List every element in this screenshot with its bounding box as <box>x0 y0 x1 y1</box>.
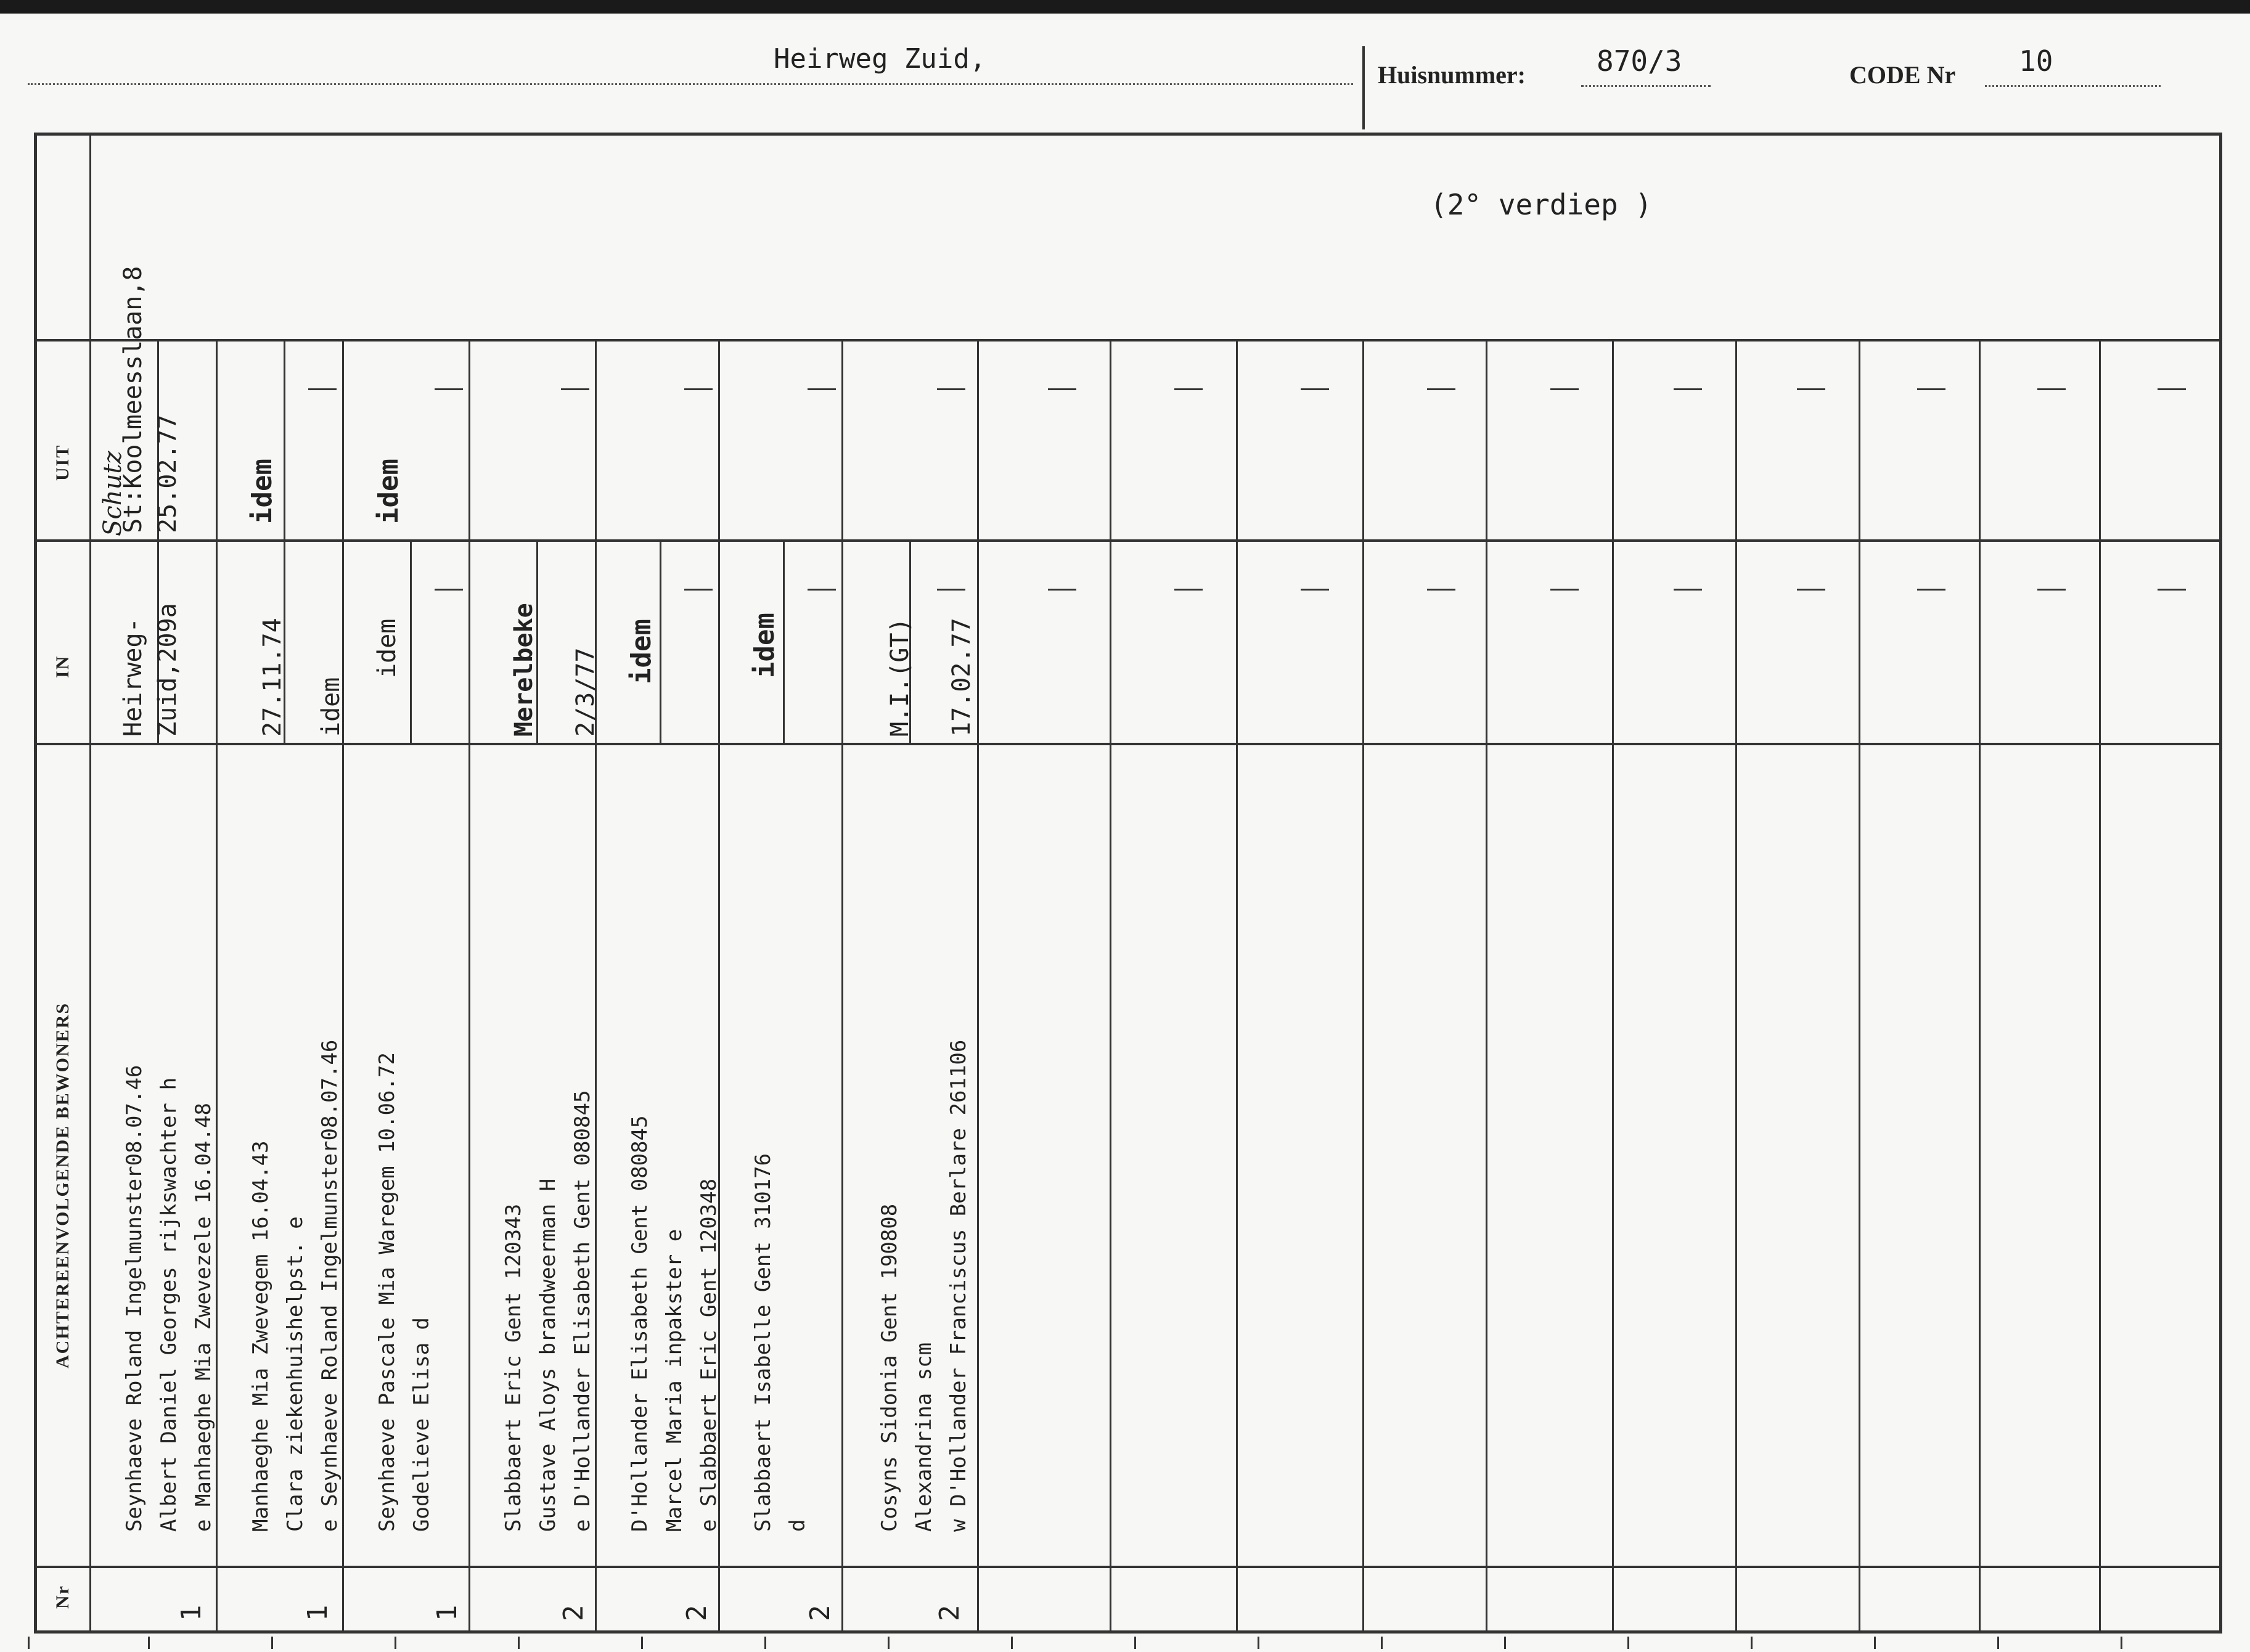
empty-dash <box>1174 589 1203 591</box>
empty-dash <box>2037 589 2066 591</box>
entry-1-uit: St:Koolmeesslaan,8 25.02.77 <box>119 266 182 533</box>
entry-4-in: Merelbeke 2/3/77 <box>510 603 600 737</box>
bottom-tick <box>1134 1637 1136 1649</box>
empty-dash <box>1917 589 1945 591</box>
entry-4-nr: 2 <box>558 1605 589 1621</box>
entry-2-nr: 1 <box>302 1605 333 1621</box>
bottom-tick <box>641 1637 643 1649</box>
in-column-label: IN <box>52 655 73 678</box>
col-sep <box>841 339 843 1634</box>
col-sep <box>1612 339 1614 1634</box>
empty-dash <box>1797 388 1825 390</box>
entry-3-in: idem <box>373 618 401 678</box>
col-sep <box>1362 339 1364 1634</box>
col-sep <box>1979 339 1981 1634</box>
entry-1-bewoners: Seynhaeve Roland Ingelmunster08.07.46 Albert Daniel Georges rijkswachter h e Manhaeghe Mia Zwevezele 16.04.48 <box>122 1065 216 1532</box>
huisnummer-label: Huisnummer: <box>1378 61 1526 89</box>
entry-1-nr: 1 <box>176 1605 207 1621</box>
bewoners-column-label: ACHTEREENVOLGENDE BEWONERS <box>52 1002 73 1368</box>
in-sub-divider <box>410 539 412 743</box>
empty-dash <box>1550 589 1579 591</box>
empty-dash <box>1174 388 1203 390</box>
street-name: Heirweg Zuid, <box>774 43 986 75</box>
entry-5-nr: 2 <box>681 1605 713 1621</box>
empty-dash <box>1301 388 1329 390</box>
code-label: CODE Nr <box>1849 61 1956 89</box>
empty-dash <box>1674 589 1702 591</box>
uit-sub-divider <box>284 339 285 539</box>
scan-edge-bar <box>0 0 2250 14</box>
row-divider-in-bewoners <box>37 743 2219 745</box>
row-divider-top <box>37 339 2219 341</box>
empty-dash <box>2158 388 2186 390</box>
empty-dash <box>684 589 713 591</box>
code-value: 10 <box>2019 44 2053 78</box>
bottom-tick <box>1751 1637 1753 1649</box>
entry-2-in: 27.11.74 idem <box>258 618 345 737</box>
col-sep <box>1735 339 1737 1634</box>
col-sep <box>1859 339 1860 1634</box>
entry-2-bewoners: Manhaeghe Mia Zwevegem 16.04.43 Clara ziekenhuishelpst. e e Seynhaeve Roland Ingelmunster08.07.46 <box>248 1039 342 1532</box>
col-sep <box>1486 339 1487 1634</box>
col-sep <box>1236 339 1238 1634</box>
residents-table <box>34 133 2222 1634</box>
entry-5-in: idem <box>626 619 657 684</box>
bottom-tick <box>764 1637 766 1649</box>
entry-7-nr: 2 <box>934 1605 965 1621</box>
empty-dash <box>1797 589 1825 591</box>
nr-column-label: Nr <box>52 1585 73 1609</box>
bottom-tick <box>395 1637 396 1649</box>
entry-6-bewoners: Slabbaert Isabelle Gent 310176 d <box>751 1153 810 1532</box>
empty-dash <box>1674 388 1702 390</box>
entry-1-in: Heirweg- Zuid,209a <box>119 603 182 737</box>
bottom-tick <box>271 1637 273 1649</box>
col-sep <box>2099 339 2101 1634</box>
entry-7-bewoners: Cosyns Sidonia Gent 190808 Alexandrina scm w D'Hollander Franciscus Berlare 261106 <box>877 1039 971 1532</box>
header-separator <box>1362 46 1365 129</box>
row-divider-uit-in <box>37 539 2219 542</box>
empty-dash <box>435 589 463 591</box>
empty-dash <box>1048 589 1076 591</box>
bottom-tick <box>518 1637 520 1649</box>
bottom-tick <box>1381 1637 1383 1649</box>
empty-dash <box>1427 589 1455 591</box>
entry-6-nr: 2 <box>804 1605 836 1621</box>
empty-dash <box>808 589 836 591</box>
bottom-tick <box>1258 1637 1259 1649</box>
bottom-tick <box>1011 1637 1013 1649</box>
empty-dash <box>435 388 463 390</box>
entry-3-uit: idem <box>373 459 404 524</box>
huisnummer-underline <box>1581 85 1711 87</box>
entry-4-bewoners: Slabbaert Eric Gent 120343 Gustave Aloys brandweerman H e D'Hollander Elisabeth Gent 080845 <box>501 1090 595 1532</box>
empty-dash <box>937 589 965 591</box>
entry-5-bewoners: D'Hollander Elisabeth Gent 080845 Marcel Maria inpakster e e Slabbaert Eric Gent 120348 <box>628 1115 721 1532</box>
bottom-tick <box>1997 1637 1999 1649</box>
empty-dash <box>808 388 836 390</box>
code-underline <box>1985 85 2161 87</box>
in-sub-divider <box>660 539 661 743</box>
label-column-divider <box>89 136 91 1634</box>
huisnummer-value: 870/3 <box>1597 44 1682 78</box>
bottom-tick <box>1504 1637 1506 1649</box>
empty-dash <box>1427 388 1455 390</box>
col-sep <box>1110 339 1111 1634</box>
col-sep <box>468 339 470 1634</box>
empty-dash <box>561 388 589 390</box>
empty-dash <box>684 388 713 390</box>
entry-6-in: idem <box>749 613 780 678</box>
bottom-tick <box>2121 1637 2122 1649</box>
floor-note: (2° verdiep ) <box>1430 188 1653 221</box>
bottom-tick <box>148 1637 150 1649</box>
street-dotted-line <box>28 83 1353 85</box>
entry-3-nr: 1 <box>432 1605 463 1621</box>
empty-dash <box>1048 388 1076 390</box>
empty-dash <box>2037 388 2066 390</box>
entry-7-in: M.I.(GT) 17.02.77 <box>886 618 976 737</box>
bottom-tick <box>888 1637 890 1649</box>
empty-dash <box>2158 589 2186 591</box>
empty-dash <box>308 388 337 390</box>
empty-dash <box>1301 589 1329 591</box>
empty-dash <box>1550 388 1579 390</box>
empty-dash <box>1917 388 1945 390</box>
bottom-tick <box>28 1637 30 1649</box>
in-sub-divider <box>783 539 785 743</box>
entry-1-uit-handwritten: Schutz <box>99 451 127 536</box>
entry-2-uit: idem <box>247 459 278 524</box>
empty-dash <box>937 388 965 390</box>
uit-column-label: UIT <box>52 444 73 481</box>
bottom-tick <box>1627 1637 1629 1649</box>
entry-3-bewoners: Seynhaeve Pascale Mia Waregem 10.06.72 Godelieve Elisa d <box>375 1052 434 1532</box>
row-divider-bewoners-nr <box>37 1566 2219 1568</box>
bottom-tick <box>1874 1637 1876 1649</box>
col-sep <box>977 339 979 1634</box>
